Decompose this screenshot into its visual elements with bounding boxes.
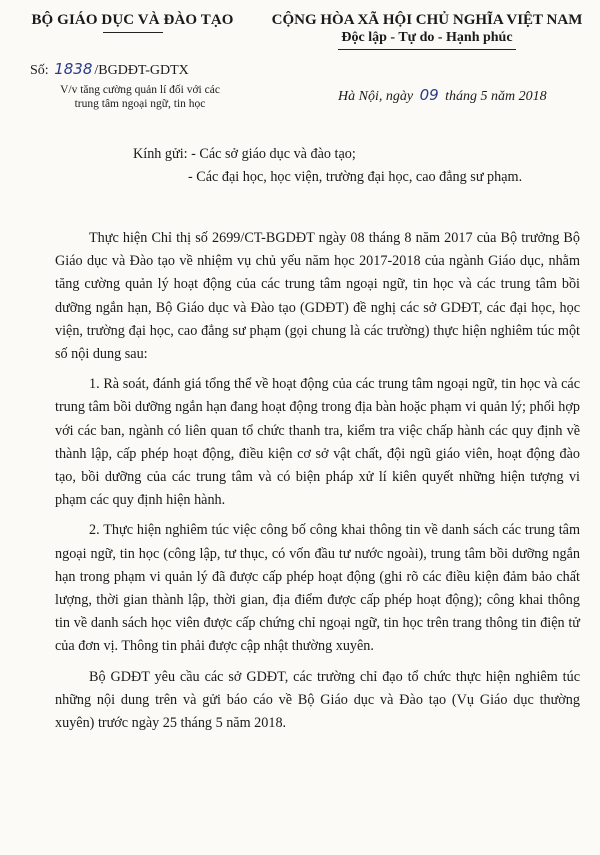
date-suffix: tháng 5 năm 2018: [445, 89, 547, 104]
date-prefix: Hà Nội, ngày: [338, 89, 414, 104]
subject-line-1: V/v tăng cường quản lí đối với các: [60, 84, 220, 96]
issuer-block: [20, 12, 245, 33]
handwritten-number: 1838: [54, 60, 93, 78]
recipient-line-1: - Các sở giáo dục và đào tạo;: [191, 146, 356, 162]
item-2-paragraph: 2. Thực hiện nghiêm túc việc công bố công khai thông tin về danh sách các trung tâm ngoại ngữ, tin học (công lập, tư thục, có vốn đầu tư nước ngoài), trung tâm bồi dưỡng ngắn hạn trong phạm vi quản lý đã được cấp phép hoạt động (ghi rõ các điều kiện đảm bảo chất lượng, thời gian thành lập, thời gian, địa điểm được cấp phép hoạt động); công khai thông tin về danh sách học viên được cấp chứng chỉ ngoại ngữ, tin học trên trang thông tin điện tử của đơn vị. Thông tin phải được cập nhật thường xuyên.: [55, 522, 580, 655]
place-date: [338, 86, 547, 105]
recipient-line-2: - Các đại học, học viện, trường đại học, cao đẳng sư phạm.: [188, 169, 523, 185]
national-header: [262, 12, 592, 50]
intro-paragraph: Thực hiện Chỉ thị số 2699/CT-BGDĐT ngày 08 tháng 8 năm 2017 của Bộ trưởng Bộ Giáo dục và Đào tạo về nhiệm vụ chủ yếu năm học 2017-2018 của ngành Giáo dục, nhằm tăng cường quản lý hoạt động của các trung tâm ngoại ngữ, tin học và các trung tâm bồi dưỡng ngắn hạn, Bộ Giáo dục và Đào tạo (GDĐT) đề nghị các sở GDĐT, các đại học, học viện, trường đại học, cao đẳng sư phạm (gọi chung là các trường) thực hiện nghiêm túc một số nội dung sau:: [55, 230, 580, 363]
document-subject: [20, 83, 260, 111]
recipients-block: [133, 143, 522, 189]
number-suffix: /BGDĐT-GDTX: [94, 63, 189, 78]
closing-paragraph: Bộ GDĐT yêu cầu các sở GDĐT, các trường chỉ đạo tổ chức thực hiện nghiêm túc những nội dung trên và gửi báo cáo về Bộ Giáo dục và Đào tạo (Vụ Giáo dục thường xuyên) trước ngày 25 tháng 5 năm 2018.: [55, 668, 580, 732]
handwritten-day: 09: [419, 86, 439, 104]
ministry-underline: [103, 32, 163, 33]
motto-underline: [338, 49, 516, 50]
recipients-label: Kính gửi:: [133, 146, 188, 162]
nation-name: CỘNG HÒA XÃ HỘI CHỦ NGHĨA VIỆT NAM: [271, 12, 583, 28]
subject-line-2: trung tâm ngoại ngữ, tin học: [74, 98, 206, 110]
national-motto: Độc lập - Tự do - Hạnh phúc: [341, 30, 513, 45]
document-number: [30, 60, 189, 79]
document-body: [55, 227, 580, 742]
item-1-paragraph: 1. Rà soát, đánh giá tổng thể về hoạt động của các trung tâm ngoại ngữ, tin học và các trung tâm bồi dưỡng ngắn hạn đang hoạt động trong địa bàn hoặc phạm vi quản lý; phối hợp với các ban, ngành có liên quan tổ chức thanh tra, kiểm tra việc chấp hành các quy định về thành lập, cấp phép hoạt động, điều kiện cơ sở vật chất, đội ngũ giáo viên, hoạt động đào tạo, bồi dưỡng của các trung tâm và có biện pháp xử lí kiên quyết những hiện tượng vi phạm các quy định hiện hành.: [55, 376, 580, 509]
ministry-name: BỘ GIÁO DỤC VÀ ĐÀO TẠO: [31, 12, 234, 28]
number-prefix: Số:: [30, 63, 49, 78]
